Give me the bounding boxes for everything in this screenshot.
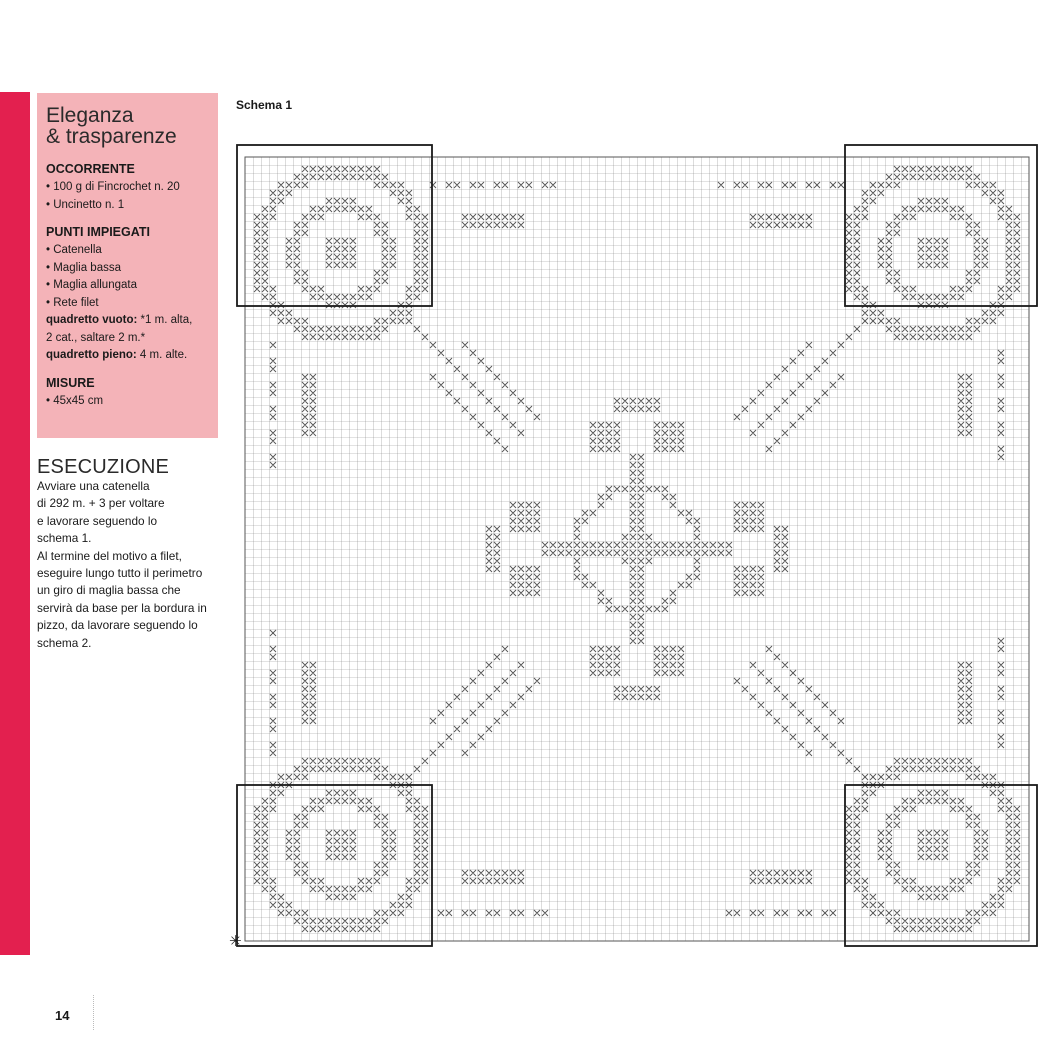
quadretto-vuoto-label: quadretto vuoto: — [46, 314, 138, 326]
execution-text — [37, 478, 222, 652]
quadretto-vuoto-text-2: 2 cat., saltare 2 m.* — [46, 331, 146, 344]
execution-line: schema 1. — [37, 531, 92, 546]
punti-item: • Maglia allungata — [46, 279, 137, 291]
quadretto-pieno-label: quadretto pieno: — [46, 349, 137, 361]
schema-label: Schema 1 — [236, 98, 293, 112]
execution-line: servirà da base per la bordura in — [37, 600, 207, 615]
punti-item: • Catenella — [46, 244, 102, 256]
execution-line: pizzo, da lavorare seguendo lo — [37, 618, 198, 633]
execution-line: Avviare una catenella — [37, 479, 150, 493]
start-marker: ✳ — [229, 932, 242, 950]
side-accent-stripe — [0, 92, 30, 955]
execution-line: e lavorare seguendo lo — [37, 513, 158, 528]
quadretto-vuoto-line — [46, 312, 209, 330]
page-number: 14 — [55, 1008, 70, 1023]
execution-heading: ESECUZIONE — [37, 456, 170, 478]
execution-line: di 292 m. + 3 per voltare — [37, 496, 165, 511]
occorrente-item: • Uncinetto n. 1 — [46, 198, 125, 211]
page-divider — [93, 995, 94, 1030]
occorrente-heading: OCCORRENTE — [46, 162, 135, 176]
chart-grid — [245, 157, 1029, 941]
quadretto-vuoto-text: *1 m. alta, — [137, 314, 193, 326]
punti-heading: PUNTI IMPIEGATI — [46, 225, 150, 239]
punti-item: • Rete filet — [46, 296, 99, 309]
quadretto-pieno-line — [46, 347, 209, 365]
materials-box — [37, 93, 218, 438]
execution-line: schema 2. — [37, 635, 92, 650]
execution-line: un giro di maglia bassa che — [37, 583, 181, 598]
misure-heading: MISURE — [46, 375, 95, 390]
title-line-2: & trasparenze — [46, 125, 177, 148]
filet-chart — [228, 140, 1038, 952]
article-title — [46, 105, 209, 147]
punti-item: • Maglia bassa — [46, 261, 121, 274]
execution-line: eseguire lungo tutto il perimetro — [37, 566, 203, 581]
quadretto-pieno-text: 4 m. alte. — [136, 349, 188, 361]
execution-line: Al termine del motivo a filet, — [37, 548, 182, 563]
misure-item: • 45x45 cm — [46, 394, 104, 407]
occorrente-item: • 100 g di Fincrochet n. 20 — [46, 181, 180, 193]
title-line-1: Eleganza — [46, 104, 134, 127]
